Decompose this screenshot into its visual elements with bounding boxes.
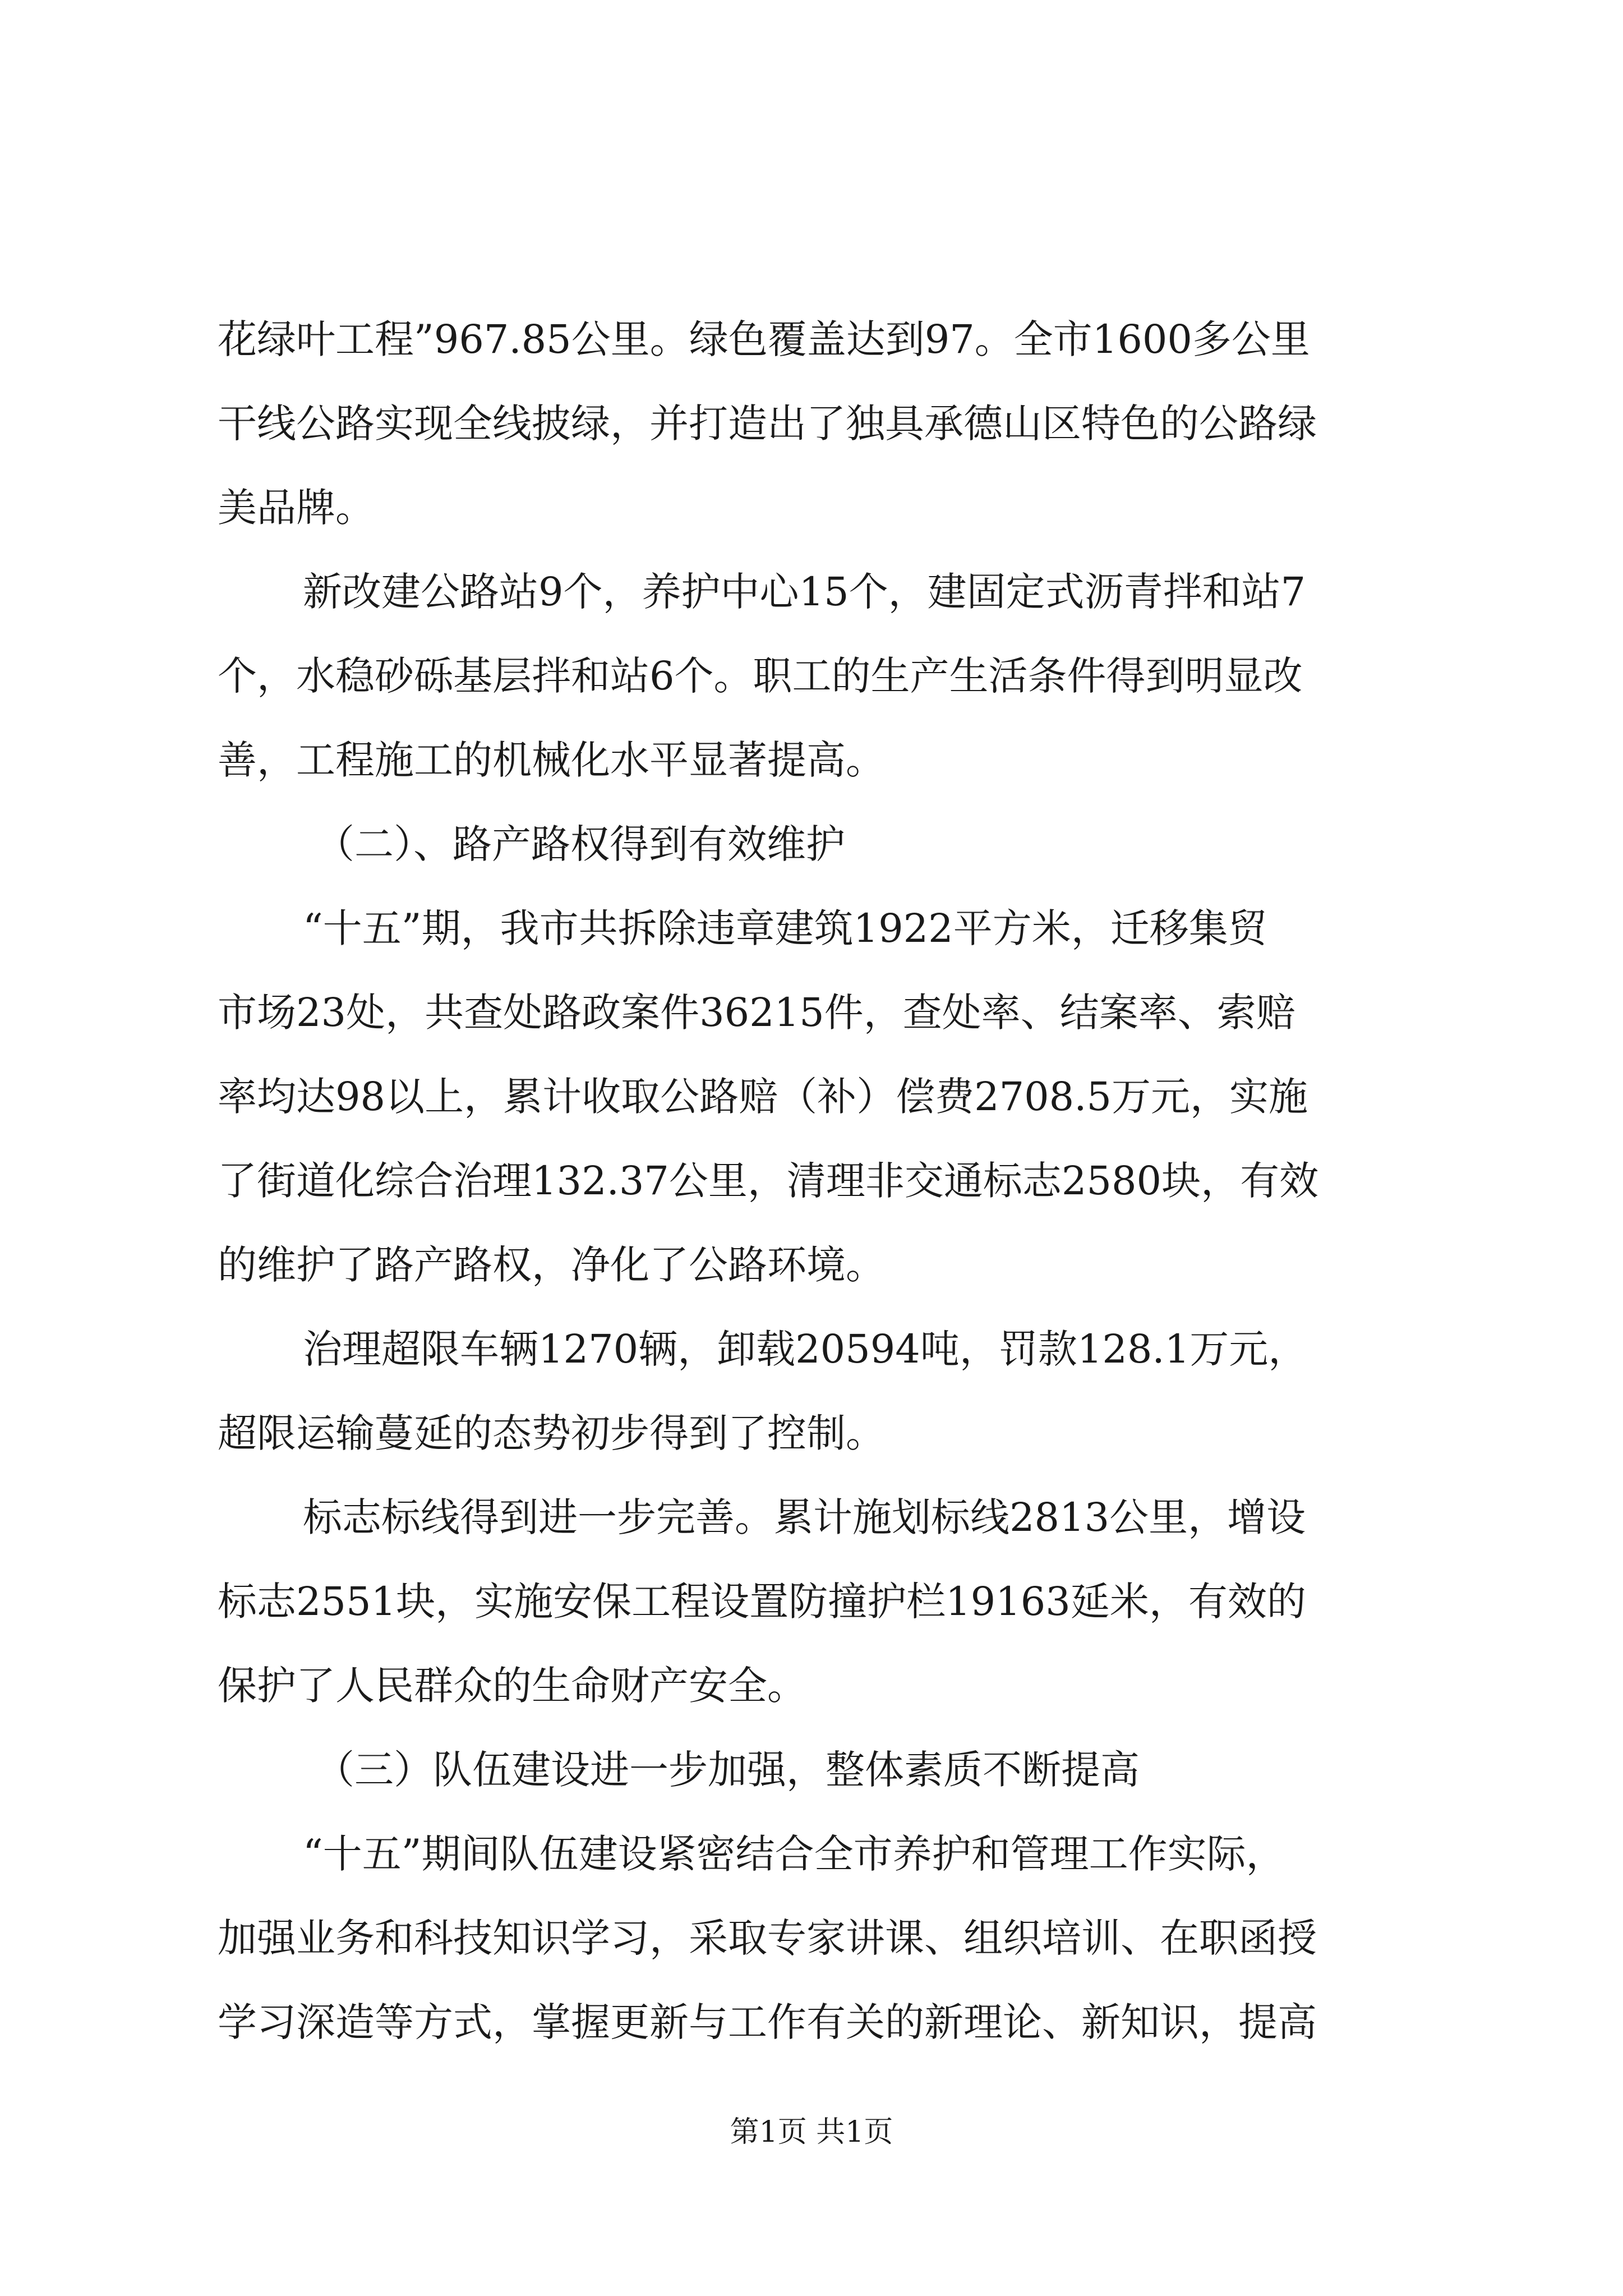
text-line: 超限运输蔓延的态势初步得到了控制。 [218, 1410, 885, 1456]
text-line: 善，工程施工的机械化水平显著提高。 [218, 737, 885, 783]
text-line: 了街道化综合治理132.37公里，清理非交通标志2580块，有效 [218, 1158, 1319, 1204]
text-line: 标志2551块，实施安保工程设置防撞护栏19163延米，有效的 [218, 1579, 1306, 1625]
section-heading-3: （三）队伍建设进一步加强，整体素质不断提高 [315, 1747, 1140, 1793]
paragraph-start-line: 新改建公路站9个，养护中心15个，建固定式沥青拌和站7 [303, 569, 1306, 615]
text-line: 率均达98以上，累计收取公路赔（补）偿费2708.5万元，实施 [218, 1074, 1308, 1120]
text-line: 保护了人民群众的生命财产安全。 [218, 1663, 806, 1709]
text-line: 个，水稳砂砾基层拌和站6个。职工的生产生活条件得到明显改 [218, 653, 1303, 699]
paragraph-start-line: “十五”期，我市共拆除违章建筑1922平方米，迁移集贸 [303, 905, 1267, 951]
section-heading-2: （二）、路产路权得到有效维护 [315, 821, 845, 867]
paragraph-start-line: 标志标线得到进一步完善。累计施划标线2813公里，增设 [303, 1494, 1306, 1540]
text-line: 的维护了路产路权，净化了公路环境。 [218, 1242, 885, 1288]
text-line: 干线公路实现全线披绿，并打造出了独具承德山区特色的公路绿 [218, 401, 1317, 447]
text-line: 学习深造等方式，掌握更新与工作有关的新理论、新知识，提高 [218, 1999, 1317, 2045]
paragraph-start-line: “十五”期间队伍建设紧密结合全市养护和管理工作实际， [303, 1831, 1285, 1877]
paragraph-start-line: 治理超限车辆1270辆，卸载20594吨，罚款128.1万元， [303, 1326, 1308, 1372]
page-number-footer: 第1页 共1页 [730, 2115, 893, 2149]
text-line: 市场23处，共查处路政案件36215件，查处率、结案率、索赔 [218, 990, 1295, 1036]
text-line: 花绿叶工程”967.85公里。绿色覆盖达到97。全市1600多公里 [218, 316, 1310, 362]
text-line: 美品牌。 [218, 485, 375, 531]
text-line: 加强业务和科技知识学习，采取专家讲课、组织培训、在职函授 [218, 1915, 1317, 1961]
